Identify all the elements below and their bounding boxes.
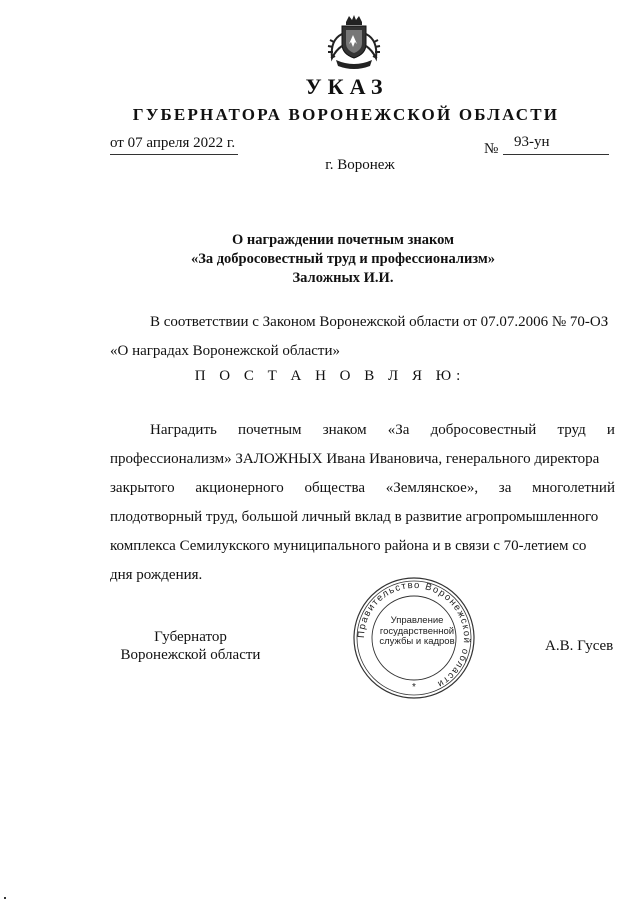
body-word: закрытого xyxy=(110,480,175,496)
body-line-6: дня рождения. xyxy=(110,567,203,583)
stamp-center-line: службы и кадров xyxy=(379,636,455,647)
decree-body xyxy=(110,416,615,590)
document-type-title: УКАЗ xyxy=(305,74,389,99)
decree-date: от 07 апреля 2022 г. xyxy=(110,135,236,151)
body-word: и xyxy=(606,422,615,438)
body-word: общества xyxy=(304,480,365,496)
legal-basis-line-2: «О наградах Воронежской области» xyxy=(110,343,341,359)
body-line-3 xyxy=(110,474,615,503)
decree-subject xyxy=(0,231,640,288)
stamp-ring-text: Правительство Воронежской области xyxy=(355,579,473,691)
number-underline xyxy=(503,154,609,155)
signatory-title xyxy=(118,628,263,664)
body-word: знаком xyxy=(322,422,367,438)
body-line-1 xyxy=(110,416,615,445)
body-word: добросовестный xyxy=(430,422,537,438)
signatory-title-line: Воронежской области xyxy=(120,647,261,663)
body-word: Наградить xyxy=(150,422,217,438)
signatory-name: А.В. Гусев xyxy=(545,638,614,654)
decree-number: 93-ун xyxy=(514,134,550,150)
number-label: № xyxy=(484,141,499,157)
body-word: «Землянское», xyxy=(385,480,479,496)
issuer-title: ГУБЕРНАТОРА ВОРОНЕЖСКОЙ ОБЛАСТИ xyxy=(132,105,560,124)
body-word: многолетний xyxy=(532,480,615,496)
subject-line: О награждении почетным знаком xyxy=(232,232,454,248)
stamp-center-line: Управление xyxy=(390,615,444,626)
subject-line: «За добросовестный труд и профессионализм» xyxy=(190,251,496,267)
date-underline xyxy=(110,154,238,155)
signatory-title-line: Губернатор xyxy=(154,629,227,645)
body-line-4: плодотворный труд, большой личный вклад в развитие агропромышленного xyxy=(110,509,599,525)
body-word: акционерного xyxy=(195,480,284,496)
body-word: за xyxy=(498,480,512,496)
subject-line: Заложных И.И. xyxy=(292,270,394,286)
body-line-2: профессионализм» ЗАЛОЖНЫХ Ивана Ивановича, генерального директора xyxy=(110,451,600,467)
body-word: «За xyxy=(387,422,410,438)
body-line-5: комплекса Семилукского муниципального района и в связи с 70-летием со xyxy=(110,538,587,554)
legal-basis-line-1: В соответствии с Законом Воронежской области от 07.07.2006 № 70-ОЗ xyxy=(150,314,609,330)
city: г. Воронеж xyxy=(325,157,395,173)
stamp-center-text xyxy=(372,616,462,648)
body-word: почетным xyxy=(238,422,302,438)
decree-word: П О С Т А Н О В Л Я Ю: xyxy=(194,368,466,384)
coat-of-arms-icon xyxy=(322,14,386,72)
stamp-center-line: государственной xyxy=(379,625,455,637)
stamp-star: * xyxy=(412,682,416,693)
body-word: труд xyxy=(557,422,586,438)
scan-dot xyxy=(4,897,6,899)
